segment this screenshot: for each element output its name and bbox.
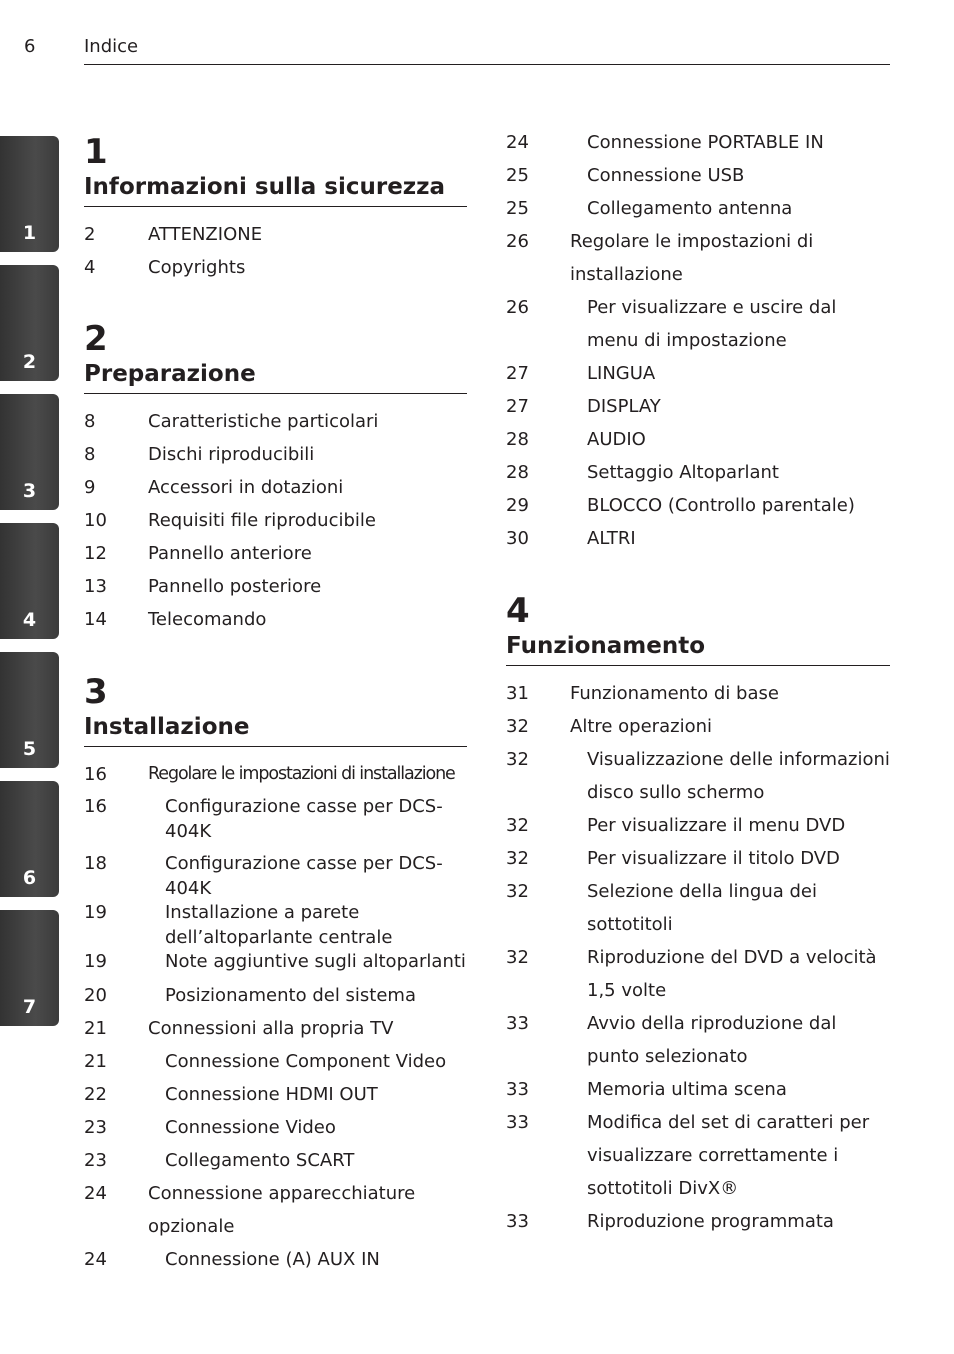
toc-entry[interactable]: [84, 901, 467, 950]
toc-entry[interactable]: [84, 1144, 467, 1177]
toc-entry-page: 2: [84, 224, 96, 245]
toc-entry-text: LINGUA: [587, 363, 656, 384]
toc-entry[interactable]: [84, 218, 467, 251]
toc-entry[interactable]: [506, 1106, 890, 1205]
toc-entry[interactable]: [84, 251, 467, 284]
toc-entry-page: 4: [84, 257, 96, 278]
chapter-tab-5[interactable]: 5: [0, 652, 59, 768]
toc-entry-page: 33: [506, 1211, 529, 1232]
chapter-tab-7[interactable]: 7: [0, 910, 59, 1026]
toc-entry-text: Regolare le impostazioni di installazione: [148, 764, 455, 784]
section-divider: [84, 206, 467, 207]
toc-entry-text: Regolare le impostazioni di installazione: [570, 231, 814, 285]
toc-entry[interactable]: [506, 291, 890, 357]
toc-entry-page: 19: [84, 902, 107, 923]
toc-entry-page: 8: [84, 444, 96, 465]
toc-entry-text: Configurazione casse per DCS-404K: [165, 796, 443, 842]
toc-entry[interactable]: [506, 1205, 890, 1238]
toc-entry-page: 26: [506, 297, 529, 318]
chapter-tab-3[interactable]: 3: [0, 394, 59, 510]
toc-entry[interactable]: [506, 390, 890, 423]
toc-entry-text: Telecomando: [148, 609, 267, 630]
section-number: 4: [506, 591, 530, 631]
toc-entry-text: Memoria ultima scena: [587, 1079, 787, 1100]
toc-entry[interactable]: [84, 1243, 467, 1276]
toc-entry[interactable]: [84, 852, 467, 901]
toc-entry-text: Avvio della riproduzione dal punto selezionato: [587, 1013, 837, 1067]
toc-entry[interactable]: [506, 677, 890, 710]
toc-entry-page: 27: [506, 363, 529, 384]
toc-entry[interactable]: [506, 809, 890, 842]
toc-entry-text: Selezione della lingua dei sottotitoli: [587, 881, 817, 935]
toc-entry-page: 23: [84, 1149, 107, 1171]
toc-entry-page: 14: [84, 609, 107, 630]
toc-entry-text: Connessione PORTABLE IN: [587, 132, 824, 153]
section-divider: [506, 665, 890, 666]
toc-entry[interactable]: [84, 438, 467, 471]
page-header: [0, 0, 954, 70]
toc-entry[interactable]: [84, 603, 467, 636]
toc-entry-page: 33: [506, 1079, 529, 1100]
toc-entry-page: 28: [506, 462, 529, 483]
section-title: Installazione: [84, 714, 250, 740]
toc-section-1: [84, 134, 467, 207]
toc-entry-page: 31: [506, 683, 529, 704]
toc-entry[interactable]: [506, 1007, 890, 1073]
toc-entry[interactable]: [84, 504, 467, 537]
toc-entry[interactable]: [84, 1177, 467, 1243]
toc-section-2: [84, 321, 467, 394]
toc-entry[interactable]: [84, 1111, 467, 1144]
toc-entries-4: [506, 677, 890, 1238]
toc-entry[interactable]: [506, 710, 890, 743]
toc-entry-page: 9: [84, 477, 96, 498]
toc-entry-text: Connessione Component Video: [165, 1050, 447, 1072]
toc-entry[interactable]: [506, 126, 890, 159]
toc-entry-page: 16: [84, 764, 107, 785]
toc-entry[interactable]: [84, 979, 467, 1012]
toc-entry-text: Caratteristiche particolari: [148, 411, 379, 432]
toc-entry-page: 24: [84, 1182, 107, 1204]
chapter-tab-2[interactable]: 2: [0, 265, 59, 381]
toc-entry[interactable]: [506, 192, 890, 225]
toc-entry-page: 33: [506, 1112, 529, 1133]
toc-entry-text: Per visualizzare il titolo DVD: [587, 848, 840, 869]
toc-entry-page: 12: [84, 543, 107, 564]
toc-section-3: [84, 674, 467, 747]
toc-entry[interactable]: [506, 941, 890, 1007]
toc-entry-page: 24: [84, 1248, 107, 1270]
toc-entry-page: 26: [506, 231, 529, 252]
toc-entry-page: 19: [84, 951, 107, 972]
toc-entry[interactable]: [506, 1073, 890, 1106]
toc-entry-text: DISPLAY: [587, 396, 661, 417]
toc-entry[interactable]: [84, 795, 467, 844]
toc-entry-page: 32: [506, 881, 529, 902]
toc-entry[interactable]: [84, 1078, 467, 1111]
toc-entry-page: 21: [84, 1050, 107, 1072]
toc-entry-page: 13: [84, 576, 107, 597]
section-title: Preparazione: [84, 361, 256, 387]
toc-entry-page: 20: [84, 984, 107, 1006]
toc-entry-text: Pannello anteriore: [148, 543, 312, 564]
toc-entry-text: Requisiti file riproducibile: [148, 510, 376, 531]
toc-entry-text: Copyrights: [148, 257, 246, 278]
toc-section-4: [506, 593, 890, 666]
toc-entry-text: Funzionamento di base: [570, 683, 779, 704]
section-divider: [84, 746, 467, 747]
toc-entry[interactable]: [506, 743, 890, 809]
toc-entry-text: Connessione Video: [165, 1116, 336, 1138]
toc-entry-text: Per visualizzare il menu DVD: [587, 815, 846, 836]
toc-entry-text: Note aggiuntive sugli altoparlanti: [165, 951, 466, 972]
toc-entry-page: 16: [84, 796, 107, 817]
toc-entry[interactable]: [506, 522, 890, 555]
toc-entry-page: 10: [84, 510, 107, 531]
toc-entry-text: Configurazione casse per DCS-404K: [165, 853, 443, 899]
page-title: Indice: [84, 36, 139, 57]
toc-entry[interactable]: [84, 537, 467, 570]
toc-entry-text: Settaggio Altoparlant: [587, 462, 779, 483]
toc-entry[interactable]: [506, 842, 890, 875]
toc-entry[interactable]: [506, 456, 890, 489]
toc-entry[interactable]: [84, 758, 467, 791]
toc-entry[interactable]: [506, 875, 890, 941]
toc-entry-page: 32: [506, 815, 529, 836]
toc-entry-text: AUDIO: [587, 429, 646, 450]
toc-entry[interactable]: [506, 357, 890, 390]
toc-entry-text: Connessione (A) AUX IN: [165, 1248, 380, 1270]
toc-entry-text: Accessori in dotazioni: [148, 477, 344, 498]
section-divider: [84, 393, 467, 394]
section-title: Informazioni sulla sicurezza: [84, 174, 446, 200]
toc-entry-text: Altre operazioni: [570, 716, 712, 737]
section-number: 1: [84, 132, 108, 172]
toc-entry-page: 8: [84, 411, 96, 432]
section-number: 2: [84, 319, 108, 359]
toc-entry-page: 22: [84, 1083, 107, 1105]
toc-entry[interactable]: [84, 1012, 467, 1045]
toc-entry[interactable]: [506, 489, 890, 522]
toc-entries-3: [84, 758, 467, 1276]
toc-entry-page: 29: [506, 495, 529, 516]
toc-entry[interactable]: [506, 159, 890, 192]
toc-entry[interactable]: [84, 950, 467, 975]
section-number: 3: [84, 672, 108, 712]
toc-entry-text: Collegamento antenna: [587, 198, 793, 219]
toc-entry-text: Per visualizzare e uscire dal menu di impostazione: [587, 297, 837, 351]
toc-entry-text: ATTENZIONE: [148, 224, 263, 245]
toc-entry-text: Connessioni alla propria TV: [148, 1017, 394, 1039]
toc-entry-text: Installazione a parete dell’altoparlante centrale: [165, 902, 393, 948]
header-divider: [84, 64, 890, 65]
toc-entry-text: Dischi riproducibili: [148, 444, 315, 465]
toc-entries-3-continued: [506, 126, 890, 555]
toc-entry-text: Riproduzione del DVD a velocità 1,5 volte: [587, 947, 877, 1001]
toc-entry-page: 27: [506, 396, 529, 417]
toc-entry-text: Riproduzione programmata: [587, 1211, 834, 1232]
toc-entry-text: Connessione HDMI OUT: [165, 1083, 378, 1105]
chapter-tab-4[interactable]: 4: [0, 523, 59, 639]
toc-entries-2: [84, 405, 467, 636]
toc-entry-page: 21: [84, 1017, 107, 1039]
toc-entry-page: 18: [84, 853, 107, 874]
toc-entry-page: 25: [506, 198, 529, 219]
toc-entry-page: 30: [506, 528, 529, 549]
toc-entry-text: Connessione apparecchiature opzionale: [148, 1182, 416, 1237]
toc-entry-text: Posizionamento del sistema: [165, 984, 416, 1006]
toc-entry-page: 32: [506, 716, 529, 737]
toc-entry-text: Visualizzazione delle informazioni disco sullo schermo: [587, 749, 890, 803]
toc-entries-1: [84, 218, 467, 284]
toc-entry-page: 24: [506, 132, 529, 153]
toc-entry-page: 32: [506, 749, 529, 770]
page-number: 6: [24, 36, 36, 57]
toc-entry[interactable]: [84, 471, 467, 504]
toc-entry-text: Connessione USB: [587, 165, 745, 186]
toc-entry-text: Collegamento SCART: [165, 1149, 355, 1171]
toc-entry[interactable]: [84, 570, 467, 603]
section-title: Funzionamento: [506, 633, 706, 659]
toc-entry-page: 28: [506, 429, 529, 450]
chapter-tab-6[interactable]: 6: [0, 781, 59, 897]
toc-entry[interactable]: [506, 225, 890, 291]
toc-entry-text: BLOCCO (Controllo parentale): [587, 495, 855, 516]
toc-entry-page: 32: [506, 848, 529, 869]
toc-entry-page: 33: [506, 1013, 529, 1034]
toc-entry-page: 25: [506, 165, 529, 186]
toc-entry-text: ALTRI: [587, 528, 636, 549]
toc-entry[interactable]: [84, 1045, 467, 1078]
toc-entry[interactable]: [84, 405, 467, 438]
toc-entry-text: Modifica del set di caratteri per visualizzare correttamente i sottotitoli DivX®: [587, 1112, 870, 1199]
toc-entry-page: 23: [84, 1116, 107, 1138]
toc-entry-page: 32: [506, 947, 529, 968]
toc-entry[interactable]: [506, 423, 890, 456]
chapter-tab-1[interactable]: 1: [0, 136, 59, 252]
toc-entry-text: Pannello posteriore: [148, 576, 322, 597]
